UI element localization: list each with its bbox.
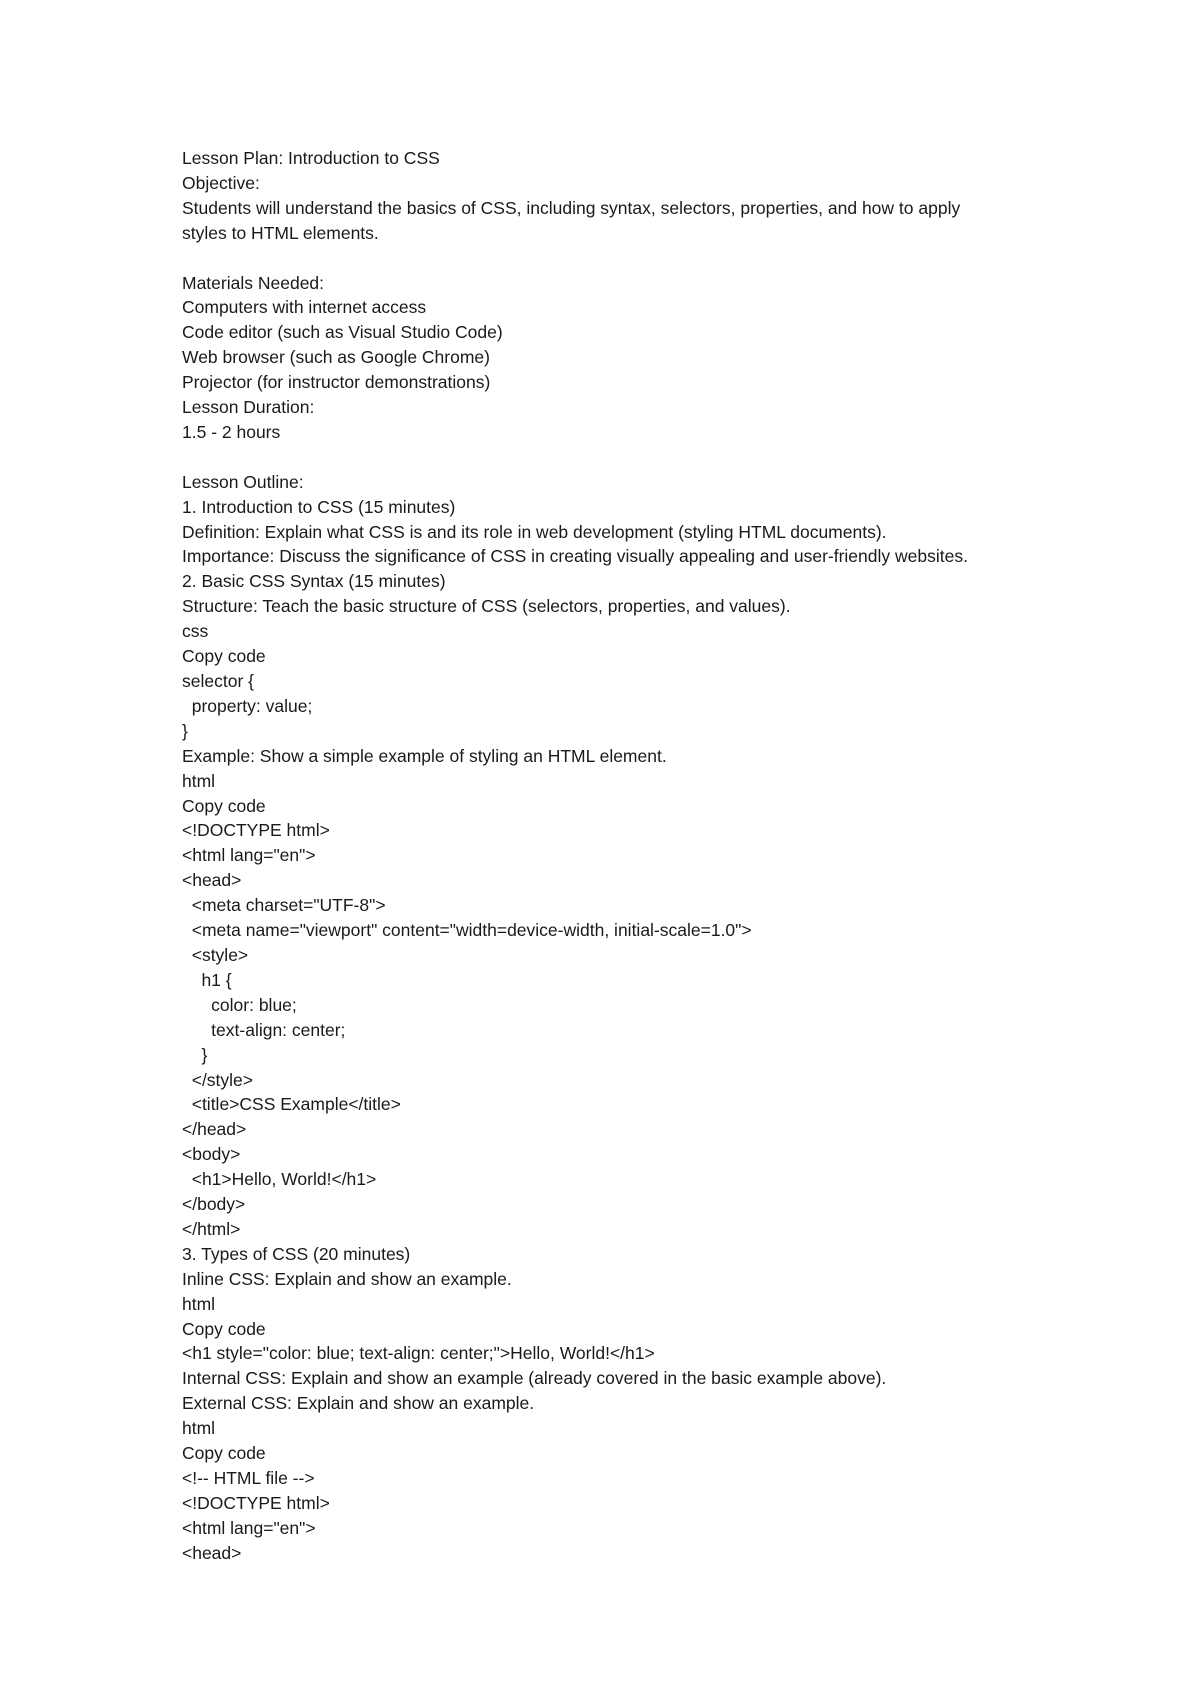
text-line: 1.5 - 2 hours [182, 421, 281, 442]
text-line: Internal CSS: Explain and show an example (already covered in the basic example above). [182, 1368, 887, 1389]
text-line: html [182, 1418, 216, 1439]
text-line: styles to HTML elements. [182, 222, 379, 243]
text-line: Definition: Explain what CSS is and its role in web development (styling HTML documents). [182, 521, 887, 542]
text-line: </head> [182, 1119, 247, 1140]
text-line: html [182, 770, 216, 791]
text-line: Lesson Duration: [182, 397, 315, 418]
text-line: } [182, 1044, 208, 1065]
text-line: text-align: center; [182, 1019, 346, 1040]
text-line: External CSS: Explain and show an example. [182, 1393, 535, 1414]
copy-code-label: Copy code [182, 1443, 266, 1464]
text-line: 1. Introduction to CSS (15 minutes) [182, 496, 456, 517]
text-line: Structure: Teach the basic structure of CSS (selectors, properties, and values). [182, 596, 791, 617]
text-line: </body> [182, 1194, 246, 1215]
text-line: <head> [182, 1542, 242, 1563]
text-line: Materials Needed: [182, 272, 325, 293]
text-line: Web browser (such as Google Chrome) [182, 347, 490, 368]
text-line: } [182, 720, 188, 741]
text-line: <html lang="en"> [182, 845, 316, 866]
text-line: <head> [182, 870, 242, 891]
text-line: <body> [182, 1144, 241, 1165]
text-line: color: blue; [182, 994, 297, 1015]
text-line: <title>CSS Example</title> [182, 1094, 401, 1115]
text-line: Inline CSS: Explain and show an example. [182, 1268, 512, 1289]
text-line: <!DOCTYPE html> [182, 820, 330, 841]
text-line: Lesson Outline: [182, 471, 304, 492]
text-line: <meta name="viewport" content="width=device-width, initial-scale=1.0"> [182, 920, 752, 941]
text-line: Projector (for instructor demonstrations) [182, 372, 491, 393]
text-line: property: value; [182, 695, 313, 716]
text-line: <!-- HTML file --> [182, 1468, 315, 1488]
text-line: h1 { [182, 969, 232, 990]
text-line: <style> [182, 944, 249, 965]
text-line: html [182, 1293, 216, 1314]
copy-code-label: Copy code [182, 1318, 266, 1339]
text-line: css [182, 621, 209, 642]
text-line: <html lang="en"> [182, 1517, 316, 1538]
text-line: selector { [182, 671, 254, 691]
text-line: 2. Basic CSS Syntax (15 minutes) [182, 571, 446, 592]
document-title: Lesson Plan: Introduction to CSS [182, 148, 440, 168]
text-line: <!DOCTYPE html> [182, 1492, 330, 1513]
text-line: Importance: Discuss the significance of CSS in creating visually appealing and user-friendly websites. [182, 546, 968, 567]
text-line: Objective: [182, 172, 260, 193]
text-line: Code editor (such as Visual Studio Code) [182, 322, 503, 343]
blank-line [182, 445, 1082, 470]
text-line: <h1 style="color: blue; text-align: center;">Hello, World!</h1> [182, 1343, 655, 1364]
text-line: Computers with internet access [182, 297, 427, 318]
text-line: </html> [182, 1218, 241, 1239]
copy-code-label: Copy code [182, 795, 266, 816]
text-line: Students will understand the basics of CSS, including syntax, selectors, properties, and how to apply [182, 197, 961, 218]
blank-line [182, 246, 1082, 271]
text-line: <h1>Hello, World!</h1> [182, 1169, 377, 1190]
copy-code-label: Copy code [182, 646, 266, 667]
text-line: 3. Types of CSS (20 minutes) [182, 1243, 411, 1264]
text-line: <meta charset="UTF-8"> [182, 895, 386, 916]
text-line: Example: Show a simple example of styling an HTML element. [182, 745, 667, 766]
text-line: </style> [182, 1069, 254, 1090]
document-body [182, 146, 1082, 1566]
